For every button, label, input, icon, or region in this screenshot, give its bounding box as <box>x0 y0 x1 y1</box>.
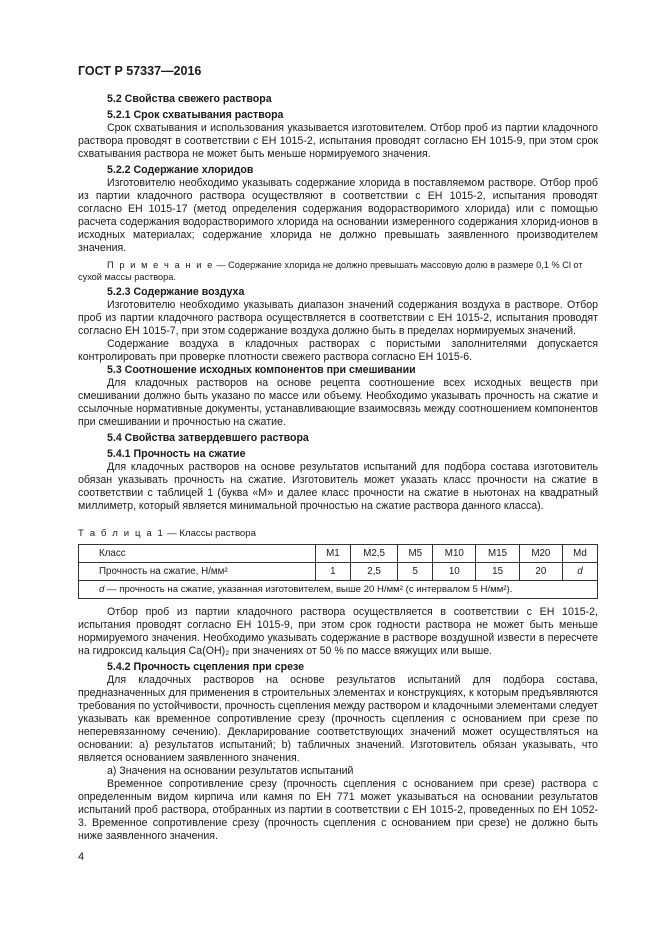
section-5-4-1-text-2: Отбор проб из партии кладочного раствора осуществляется в соответствии с ЕН 1015-2, испытания проводят согласно ЕН 1015-9, при этом срок годности раствора не может быть меньше нормируемого значения. Необходимо указывать содержание в растворе воздушной извести в пересчете на гидроксид кальция Ca(OH)₂ при значениях от 50 % по массе вяжущих или выше. <box>78 606 598 657</box>
note-text: — Содержание хлорида не должно превышать массовую долю в размере 0,1 % Cl от сухой массы раствора. <box>78 260 583 282</box>
table-cell-value: 5 <box>398 563 433 581</box>
section-5-4-2-text-2: Временное сопротивление срезу (прочность сцепления с основанием при срезе) раствора с определенным видом кирпича или камня по ЕН 771 может указываться на основании результатов испытаний проб раствора, отобранных из партии в соответствии с ЕН 1015-2, проведенных по ЕН 1052-3. Временное сопротивление срезу (прочность сцепления с основанием при срезе) не должно быть ниже заявленного значения. <box>78 778 598 842</box>
section-5-4-1-title: 5.4.1 Прочность на сжатие <box>107 448 246 460</box>
table-cell-value: 1 <box>315 563 350 581</box>
section-5-4-1-text-1: Для кладочных растворов на основе результатов испытаний для подбора состава изготовитель обязан указывать прочность на сжатие. Изготовитель может указать класс прочности на сжатие в соответствии с таблицей 1 (буква «М» и далее класс прочности на сжатие в ньютонах на квадратный миллиметр, который является минимальной прочностью на сжатие раствора данного класса). <box>78 461 598 512</box>
table-row-strength <box>79 563 598 581</box>
section-5-2-3-text-1: Изготовителю необходимо указывать диапазон значений содержания воздуха в растворе. Отбор проб из партии кладочного раствора осуществляется в соответствии с ЕН 1015-2, испытания проводят согласно ЕН 1015-7, при этом содержание воздуха должно быть в пределах нормируемых значений. <box>78 299 598 337</box>
table-caption <box>78 527 598 540</box>
table-cell-value: 15 <box>476 563 519 581</box>
table-caption-text: — Классы раствора <box>164 528 256 539</box>
table-cell-value: d <box>562 563 597 581</box>
chloride-note <box>78 259 598 283</box>
table-row-label-strength: Прочность на сжатие, Н/мм² <box>79 563 316 581</box>
table-cell-class: M10 <box>433 545 476 563</box>
table-row-classes <box>79 545 598 563</box>
document-body <box>78 93 598 843</box>
section-5-2-2-title: 5.2.2 Содержание хлоридов <box>107 164 254 176</box>
section-5-2-1-title: 5.2.1 Срок схватывания раствора <box>107 109 284 121</box>
table-cell-value: 2,5 <box>350 563 397 581</box>
footnote-text: — прочность на сжатие, указанная изготовителем, выше 20 Н/мм² (с интервалом 5 Н/мм²). <box>104 584 513 595</box>
table-cell-class: M5 <box>398 545 433 563</box>
page-number: 4 <box>78 851 85 863</box>
section-5-2-3-text-2: Содержание воздуха в кладочных растворах с пористыми заполнителями допускается контролировать при проверке плотности свежего раствора согласно ЕН 1015-6. <box>78 338 598 363</box>
table-cell-class: M2,5 <box>350 545 397 563</box>
table-footnote <box>79 581 598 599</box>
section-5-3-text: Для кладочных растворов на основе рецепта соотношение всех исходных веществ при смешивании должно быть указано по массе или объему. Необходимо указывать прочность на сжатие и ссылочные нормативные документы, устанавливающие взаимосвязь между соотношением компонентов при смешивании и прочностью на сжатие. <box>78 377 598 428</box>
note-label: П р и м е ч а н и е <box>107 260 214 270</box>
section-5-4-title: 5.4 Свойства затвердевшего раствора <box>107 432 309 444</box>
table-row-label-class: Класс <box>79 545 316 563</box>
footnote-variable: d <box>99 584 105 595</box>
mortar-classes-table <box>78 544 598 599</box>
table-cell-value: 20 <box>519 563 562 581</box>
section-5-3-title: 5.3 Соотношение исходных компонентов при смешивании <box>107 364 416 376</box>
section-5-2-3-title: 5.2.3 Содержание воздуха <box>107 286 245 298</box>
table-cell-class: Md <box>562 545 597 563</box>
standard-header: ГОСТ Р 57337—2016 <box>78 64 202 78</box>
section-5-4-2-text-1: Для кладочных растворов на основе результатов испытаний для подбора состава, предназначенных для применения в строительных элементах и конструкциях, к которым предъявляются требования по устойчивости, прочность сцепления между раствором и кладочными элементами следует указывать как временное сопротивление срезу (прочность сцепления с основанием при срезе по неперевязанному сечению). Декларирование соответствующих значений может осуществляться на основании: a) результатов испытаний; b) табличных значений. Изготовитель обязан указывать, что является основанием заявленного значения. <box>78 674 598 764</box>
section-5-2-1-text: Срок схватывания и использования указывается изготовителем. Отбор проб из партии кладочного раствора проводят в соответствии с ЕН 1015-2, испытания проводят согласно ЕН 1015-9, при этом срок схватывания раствора не может быть меньше нормируемого значения. <box>78 122 598 160</box>
table-cell-class: M15 <box>476 545 519 563</box>
section-5-4-2-title: 5.4.2 Прочность сцепления при срезе <box>107 661 305 673</box>
table-cell-class: M1 <box>315 545 350 563</box>
table-cell-class: M20 <box>519 545 562 563</box>
table-caption-label: Т а б л и ц а 1 <box>78 528 165 539</box>
section-5-2-title: 5.2 Свойства свежего раствора <box>107 93 272 105</box>
table-footnote-row <box>79 581 598 599</box>
section-5-2-2-text: Изготовителю необходимо указывать содержание хлорида в поставляемом растворе. Отбор проб из партии кладочного раствора осуществляют в соответствии с ЕН 1015-2, испытания проводят согласно ЕН 1015-17 (метод определения содержания водорастворимого хлорида) или с помощью расчета содержания водорастворимого хлорида на основании измеренного содержания хлорид-ионов в исходных материалах; содержание хлорида не должно превышать заявленного производителем значения. <box>78 177 598 254</box>
subsection-a-title: а) Значения на основании результатов испытаний <box>107 765 354 777</box>
table-cell-value: 10 <box>433 563 476 581</box>
